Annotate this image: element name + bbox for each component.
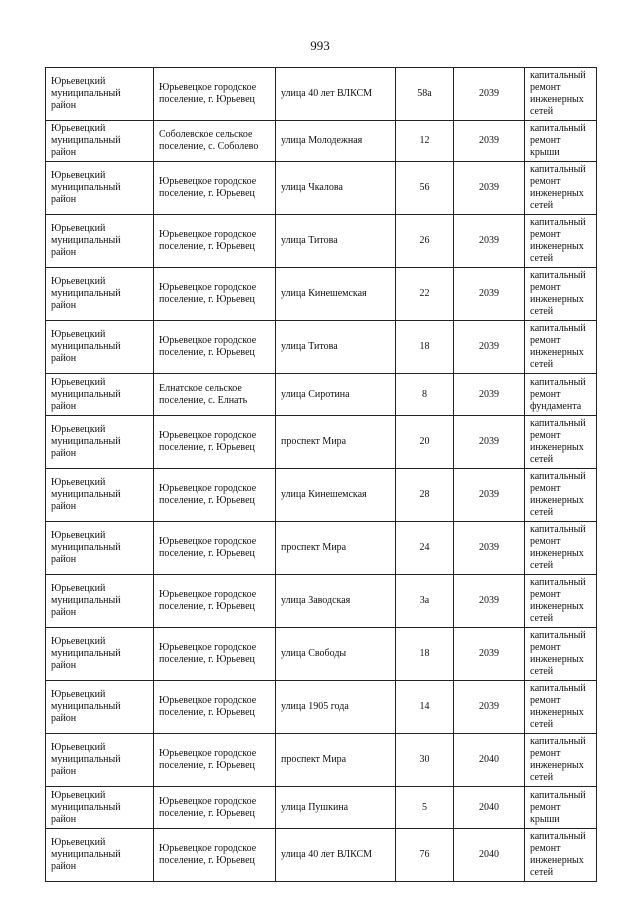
housing-repair-table (45, 67, 597, 882)
settlement-cell: Юрьевецкое городское поселение, г. Юрьевец (154, 416, 276, 469)
year-cell: 2039 (454, 416, 525, 469)
street-cell: проспект Мира (276, 734, 396, 787)
district-cell: Юрьевецкий муниципальный район (46, 162, 154, 215)
street-cell: улица 1905 года (276, 681, 396, 734)
settlement-cell: Юрьевецкое городское поселение, г. Юрьевец (154, 628, 276, 681)
street-cell: улица Кинешемская (276, 268, 396, 321)
street-cell: улица Кинешемская (276, 469, 396, 522)
district-cell: Юрьевецкий муниципальный район (46, 575, 154, 628)
work-type-cell: капитальный ремонт инженерных сетей (525, 416, 597, 469)
house-number-cell: 3а (396, 575, 454, 628)
house-number-cell: 5 (396, 787, 454, 829)
table-row (46, 215, 597, 268)
house-number-cell: 26 (396, 215, 454, 268)
house-number-cell: 28 (396, 469, 454, 522)
table-row (46, 268, 597, 321)
settlement-cell: Юрьевецкое городское поселение, г. Юрьевец (154, 829, 276, 882)
street-cell: проспект Мира (276, 522, 396, 575)
settlement-cell: Юрьевецкое городское поселение, г. Юрьевец (154, 734, 276, 787)
year-cell: 2039 (454, 321, 525, 374)
work-type-cell: капитальный ремонт инженерных сетей (525, 522, 597, 575)
settlement-cell: Юрьевецкое городское поселение, г. Юрьевец (154, 469, 276, 522)
work-type-cell: капитальный ремонт инженерных сетей (525, 734, 597, 787)
table-row (46, 681, 597, 734)
house-number-cell: 20 (396, 416, 454, 469)
street-cell: улица Заводская (276, 575, 396, 628)
district-cell: Юрьевецкий муниципальный район (46, 829, 154, 882)
street-cell: улица Пушкина (276, 787, 396, 829)
district-cell: Юрьевецкий муниципальный район (46, 522, 154, 575)
year-cell: 2040 (454, 829, 525, 882)
house-number-cell: 12 (396, 121, 454, 162)
house-number-cell: 24 (396, 522, 454, 575)
street-cell: улица Титова (276, 215, 396, 268)
work-type-cell: капитальный ремонт инженерных сетей (525, 628, 597, 681)
district-cell: Юрьевецкий муниципальный район (46, 374, 154, 416)
district-cell: Юрьевецкий муниципальный район (46, 215, 154, 268)
district-cell: Юрьевецкий муниципальный район (46, 416, 154, 469)
table-row (46, 321, 597, 374)
street-cell: проспект Мира (276, 416, 396, 469)
year-cell: 2039 (454, 681, 525, 734)
street-cell: улица 40 лет ВЛКСМ (276, 68, 396, 121)
work-type-cell: капитальный ремонт инженерных сетей (525, 215, 597, 268)
year-cell: 2039 (454, 121, 525, 162)
table-row (46, 469, 597, 522)
year-cell: 2039 (454, 268, 525, 321)
house-number-cell: 22 (396, 268, 454, 321)
district-cell: Юрьевецкий муниципальный район (46, 734, 154, 787)
settlement-cell: Юрьевецкое городское поселение, г. Юрьевец (154, 268, 276, 321)
house-number-cell: 18 (396, 321, 454, 374)
work-type-cell: капитальный ремонт крыши (525, 121, 597, 162)
work-type-cell: капитальный ремонт фундамента (525, 374, 597, 416)
table-row (46, 734, 597, 787)
year-cell: 2039 (454, 575, 525, 628)
table-row (46, 374, 597, 416)
year-cell: 2039 (454, 215, 525, 268)
year-cell: 2039 (454, 374, 525, 416)
house-number-cell: 56 (396, 162, 454, 215)
district-cell: Юрьевецкий муниципальный район (46, 681, 154, 734)
table-row (46, 121, 597, 162)
settlement-cell: Соболевское сельское поселение, с. Соболево (154, 121, 276, 162)
table-row (46, 522, 597, 575)
year-cell: 2039 (454, 68, 525, 121)
district-cell: Юрьевецкий муниципальный район (46, 787, 154, 829)
settlement-cell: Юрьевецкое городское поселение, г. Юрьевец (154, 681, 276, 734)
year-cell: 2039 (454, 469, 525, 522)
settlement-cell: Юрьевецкое городское поселение, г. Юрьевец (154, 575, 276, 628)
house-number-cell: 18 (396, 628, 454, 681)
district-cell: Юрьевецкий муниципальный район (46, 321, 154, 374)
street-cell: улица Свободы (276, 628, 396, 681)
street-cell: улица 40 лет ВЛКСМ (276, 829, 396, 882)
page-number: 993 (310, 38, 330, 53)
settlement-cell: Елнатское сельское поселение, с. Елнать (154, 374, 276, 416)
year-cell: 2039 (454, 628, 525, 681)
table-row (46, 416, 597, 469)
house-number-cell: 58а (396, 68, 454, 121)
year-cell: 2040 (454, 734, 525, 787)
district-cell: Юрьевецкий муниципальный район (46, 268, 154, 321)
house-number-cell: 14 (396, 681, 454, 734)
work-type-cell: капитальный ремонт инженерных сетей (525, 162, 597, 215)
work-type-cell: капитальный ремонт инженерных сетей (525, 268, 597, 321)
settlement-cell: Юрьевецкое городское поселение, г. Юрьевец (154, 787, 276, 829)
table-row (46, 162, 597, 215)
work-type-cell: капитальный ремонт инженерных сетей (525, 68, 597, 121)
table-row (46, 628, 597, 681)
table-row (46, 787, 597, 829)
work-type-cell: капитальный ремонт инженерных сетей (525, 575, 597, 628)
year-cell: 2039 (454, 162, 525, 215)
work-type-cell: капитальный ремонт инженерных сетей (525, 829, 597, 882)
street-cell: улица Молодежная (276, 121, 396, 162)
street-cell: улица Чкалова (276, 162, 396, 215)
settlement-cell: Юрьевецкое городское поселение, г. Юрьевец (154, 68, 276, 121)
street-cell: улица Сиротина (276, 374, 396, 416)
settlement-cell: Юрьевецкое городское поселение, г. Юрьевец (154, 162, 276, 215)
table-row (46, 575, 597, 628)
table-row (46, 68, 597, 121)
year-cell: 2040 (454, 787, 525, 829)
district-cell: Юрьевецкий муниципальный район (46, 121, 154, 162)
district-cell: Юрьевецкий муниципальный район (46, 68, 154, 121)
house-number-cell: 30 (396, 734, 454, 787)
table-row (46, 829, 597, 882)
house-number-cell: 8 (396, 374, 454, 416)
work-type-cell: капитальный ремонт инженерных сетей (525, 321, 597, 374)
work-type-cell: капитальный ремонт инженерных сетей (525, 469, 597, 522)
year-cell: 2039 (454, 522, 525, 575)
work-type-cell: капитальный ремонт крыши (525, 787, 597, 829)
house-number-cell: 76 (396, 829, 454, 882)
settlement-cell: Юрьевецкое городское поселение, г. Юрьевец (154, 321, 276, 374)
district-cell: Юрьевецкий муниципальный район (46, 469, 154, 522)
street-cell: улица Титова (276, 321, 396, 374)
settlement-cell: Юрьевецкое городское поселение, г. Юрьевец (154, 522, 276, 575)
work-type-cell: капитальный ремонт инженерных сетей (525, 681, 597, 734)
district-cell: Юрьевецкий муниципальный район (46, 628, 154, 681)
settlement-cell: Юрьевецкое городское поселение, г. Юрьевец (154, 215, 276, 268)
